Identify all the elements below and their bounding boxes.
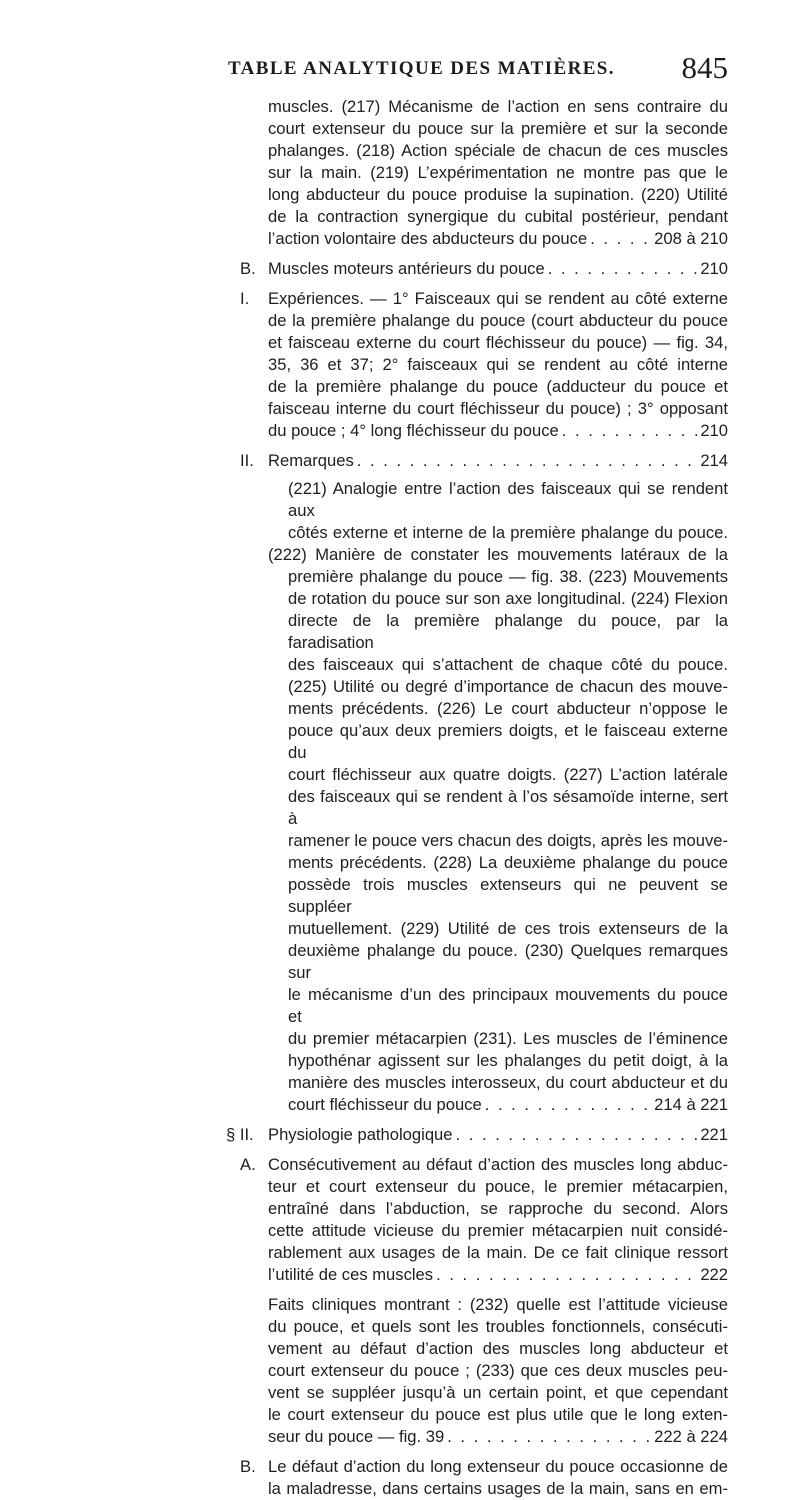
leader-dots — [562, 420, 698, 442]
text-line: long abducteur du pouce produise la supination. (220) Utilité — [268, 185, 728, 204]
entry-text: l’utilité de ces muscles — [268, 1265, 434, 1284]
text-line: le court extenseur du pouce est plus utile que le long exten- — [268, 1405, 728, 1424]
entry-last-line — [268, 1426, 728, 1448]
entry-label: B. — [240, 259, 256, 278]
text-line: et faisceau externe du court fléchisseur du pouce) — fig. 34, — [268, 333, 728, 352]
text-line: ments précédents. (226) Le court abducteur n’oppose le — [288, 699, 728, 718]
text-line: des faisceaux qui s’attachent de chaque côté du pouce. — [288, 655, 728, 674]
entry-last-line — [268, 1264, 728, 1286]
text-line: ments précédents. (228) La deuxième phalange du pouce — [288, 853, 728, 872]
running-title: TABLE ANALYTIQUE DES MATIÈRES. — [228, 58, 615, 79]
leader-dots — [436, 1264, 697, 1286]
entry-section-ii — [0, 450, 800, 472]
text-line: de la première phalange du pouce (adducteur du pouce et — [268, 377, 728, 396]
leader-dots — [485, 1094, 651, 1116]
text-line: Le défaut d’action du long extenseur du pouce occasionne de — [268, 1457, 728, 1476]
text-line: Faits cliniques montrant : (232) quelle est l’attitude vicieuse — [268, 1295, 728, 1314]
page-reference: 221 — [700, 1125, 728, 1144]
text-line: côtés externe et interne de la première phalange du pouce. — [288, 523, 728, 542]
index-content — [0, 96, 800, 1500]
entry-text: Remarques — [268, 451, 354, 470]
page-reference: 210 — [700, 259, 728, 278]
entry-text: l’action volontaire des abducteurs du pouce — [268, 229, 588, 248]
entry-section-a — [0, 1154, 800, 1286]
text-line: directe de la première phalange du pouce, par la faradisation — [288, 611, 728, 652]
page-reference: 214 à 221 — [654, 1095, 728, 1114]
text-line: rablement aux usages de la main. De ce fait clinique ressort — [268, 1243, 728, 1262]
text-line: vent se suppléer jusqu’à un certain point, et que cependant — [268, 1383, 728, 1402]
text-line: 35, 36 et 37; 2° faisceaux qui se rendent au côté interne — [268, 355, 728, 374]
entry-label: I. — [240, 289, 250, 308]
entry-text: Physiologie pathologique — [268, 1125, 453, 1144]
page-reference: 214 — [700, 451, 728, 470]
entry-label: B. — [240, 1457, 256, 1476]
text-line: de la première phalange du pouce (court abducteur du pouce — [268, 311, 728, 330]
text-line: muscles. (217) Mécanisme de l’action en sens contraire du — [268, 97, 728, 116]
text-line: mutuellement. (229) Utilité de ces trois extenseurs de la — [288, 919, 728, 938]
entry-section-i — [0, 288, 800, 442]
entry-text: seur du pouce — fig. 39 — [268, 1427, 445, 1446]
leader-dots — [447, 1426, 651, 1448]
text-line: Consécutivement au défaut d’action des muscles long abduc- — [268, 1155, 728, 1174]
entry-last-line — [268, 1124, 728, 1146]
text-line: teur et court extenseur du pouce, le premier métacarpien, — [268, 1177, 728, 1196]
leader-dots — [357, 450, 698, 472]
text-line: première phalange du pouce — fig. 38. (223) Mouvements — [288, 567, 728, 586]
entry-text: court fléchisseur du pouce — [288, 1095, 482, 1114]
text-line: du premier métacarpien (231). Les muscles de l’éminence — [288, 1029, 728, 1048]
text-line: cette attitude vicieuse du premier métacarpien nuit considé- — [268, 1221, 728, 1240]
text-line: deuxième phalange du pouce. (230) Quelques remarques sur — [288, 941, 728, 982]
text-line: des faisceaux qui se rendent à l’os sésamoïde interne, sert à — [288, 787, 728, 828]
text-line: la maladresse, dans certains usages de la main, sans en em- — [268, 1479, 728, 1498]
page-reference: 208 à 210 — [654, 229, 728, 248]
entry-last-line — [268, 450, 728, 472]
text-line: du pouce, et quels sont les troubles fonctionnels, consécuti- — [268, 1317, 728, 1336]
text-line: court extenseur du pouce ; (233) que ces deux muscles peu- — [268, 1361, 728, 1380]
leader-dots — [456, 1124, 698, 1146]
text-line: phalanges. (218) Action spéciale de chacun de ces muscles — [268, 141, 728, 160]
text-line: le mécanisme d’un des principaux mouvements du pouce et — [288, 985, 728, 1026]
entry-last-line — [288, 1094, 728, 1116]
entry-text: du pouce ; 4° long fléchisseur du pouce — [268, 421, 559, 440]
entry-last-line — [268, 420, 728, 442]
page-reference: 222 à 224 — [654, 1427, 728, 1446]
running-header — [228, 50, 728, 92]
entry-label: § II. — [226, 1125, 254, 1144]
text-line: court extenseur du pouce sur la première et sur la seconde — [268, 119, 728, 138]
text-line: de la contraction synergique du cubital postérieur, pendant — [268, 207, 728, 226]
entry-faits-cliniques — [0, 1294, 800, 1448]
text-line: possède trois muscles extenseurs qui ne peuvent se suppléer — [288, 875, 728, 916]
entry-remarques-body — [0, 478, 800, 1116]
page-number: 845 — [681, 50, 728, 85]
text-line: manière des muscles interosseux, du court abducteur et du — [288, 1073, 728, 1092]
page-reference: 222 — [700, 1265, 728, 1284]
text-line: sur la main. (219) L’expérimentation ne montre pas que le — [268, 163, 728, 182]
entry-last-line — [268, 228, 728, 250]
text-line: entraîné dans l’abduction, se rapproche du second. Alors — [268, 1199, 728, 1218]
text-line: pouce qu’aux deux premiers doigts, et le faisceau externe du — [288, 721, 728, 762]
text-line: Expériences. — 1° Faisceaux qui se rendent au côté externe — [268, 289, 728, 308]
text-line: faisceau interne du court fléchisseur du pouce) ; 3° opposant — [268, 399, 728, 418]
entry-section-b — [0, 258, 800, 280]
text-line: hypothénar agissent sur les phalanges du petit doigt, à la — [288, 1051, 728, 1070]
entry-text: Muscles moteurs antérieurs du pouce — [268, 259, 545, 278]
text-line: (221) Analogie entre l’action des faisceaux qui se rendent aux — [288, 479, 728, 520]
page-reference: 210 — [700, 421, 728, 440]
leader-dots — [590, 228, 651, 250]
text-line: (222) Manière de constater les mouvements latéraux de la — [268, 545, 728, 564]
entry-section-paragraph-ii — [0, 1124, 800, 1146]
text-line: (225) Utilité ou degré d’importance de chacun des mouve- — [288, 677, 728, 696]
leader-dots — [548, 258, 698, 280]
entry-label: A. — [240, 1155, 256, 1174]
entry-label: II. — [240, 451, 254, 470]
entry-last-line — [268, 258, 728, 280]
entry-section-b2 — [0, 1456, 800, 1500]
text-line: vement au défaut d’action des muscles long abducteur et — [268, 1339, 728, 1358]
entry-intro — [0, 96, 800, 250]
text-line: court fléchisseur aux quatre doigts. (227) L’action latérale — [288, 765, 728, 784]
text-line: ramener le pouce vers chacun des doigts, après les mouve- — [288, 831, 728, 850]
text-line: de rotation du pouce sur son axe longitudinal. (224) Flexion — [288, 589, 728, 608]
